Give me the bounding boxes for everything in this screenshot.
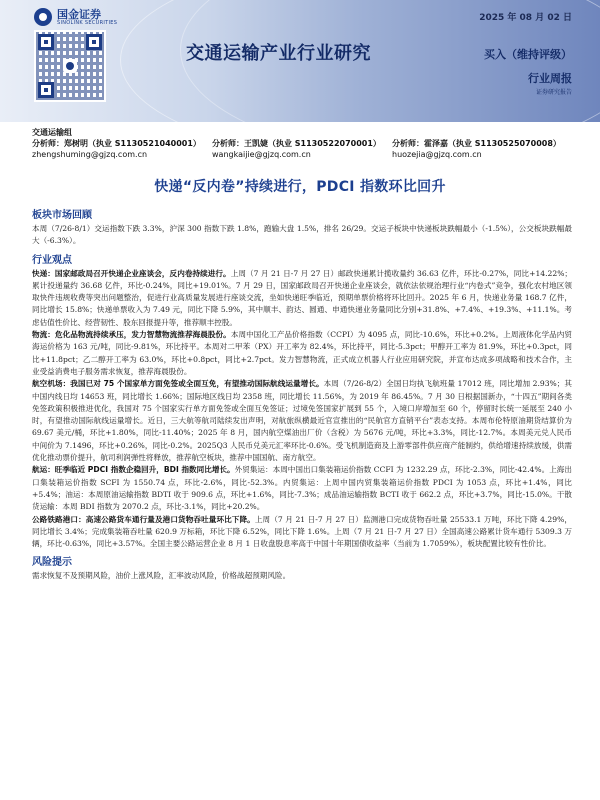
view-paragraph-aviation [32,378,572,464]
view-paragraph-express [32,268,572,329]
report-type: 行业周报 [528,72,572,85]
analyst-name: 分析师：霍泽嘉（执业 S1130525070008） [392,138,561,148]
section-title-risk: 风险提示 [32,557,72,569]
analyst-entry [32,139,212,161]
logo-text-cn: 国金证券 [57,7,101,21]
view-paragraph-logistics [32,329,572,378]
paragraph-lead: 航运：旺季临近 PDCI 指数企稳回升，BDI 指数同比增长。 [32,465,235,475]
analyst-email[interactable]: zhengshuming@gjzq.com.cn [32,149,148,159]
risk-text: 需求恢复不及预期风险，油价上涨风险，汇率波动风险，价格战超预期风险。 [32,571,291,581]
report-headline: 快递“反内卷”持续进行，PDCI 指数环比回升 [154,179,446,195]
rating-badge: 买入（维持评级） [484,48,572,61]
analyst-name: 分析师：郑树明（执业 S1130521040001） [32,138,201,148]
paragraph-text: 上周（7 月 21 日-7 月 27 日）邮政快递累计揽收量约 36.63 亿件，环比-0.27%，同比+14.22%；累计投递量约 36.68 亿件，环比-0.24%，同比+19.01%。7 月 29 日，国家邮政局召开快递企业座谈会，就依法依规治理行业“内卷式”竞争，强化农村地区领取快件违规收费等突出问题整治，促进行业高质量发展进行座谈交流，坐如快递旺季临近，预期单票价格将环比回升。2025 年 6 月，快递业务量 168.7 亿件，同比增长 15.8%；快递单票收入为 7.49 元，同比下降 5.9%，其中顺丰、韵达、圆通、申通快递业务量同比分别+31.8%、+7.4%、+19.3%、+11.1%。考虑估值性价比、经营韧性、股东回报提升等，推荐顺丰控股。 [32,268,573,327]
analyst-email[interactable]: huozejia@gjzq.com.cn [392,149,482,159]
paragraph-lead: 物流：危化品物流持续承压，发力智慧物流推荐海晨股份。 [32,330,231,340]
paragraph-lead: 航空机场：我国已对 75 个国家单方面免签或全面互免，有望推动国际航线运量增长。 [32,379,324,389]
qr-code-icon [34,30,106,102]
logo-text-en: SINOLINK SECURITIES [57,19,118,26]
analyst-name: 分析师：王凯婕（执业 S1130522070001） [212,138,381,148]
paragraph-lead: 公路铁路港口：高速公路货车通行量及港口货物吞吐量环比下降。 [32,514,255,524]
analyst-email[interactable]: wangkaijie@gjzq.com.cn [212,149,311,159]
company-logo [34,8,117,26]
section-title-market: 板块市场回顾 [32,210,92,221]
logo-icon [34,8,52,26]
paragraph-text: 本周中国化工产品价格指数（CCPI）为 4095 点，同比-10.6%，环比+0.2%。上周液体化学品内贸海运价格为 163 元/吨，同比-9.81%，环比持平。本周对二甲苯（PX）开工率为 82.4%，环比持平，同比-5.3pct；甲醇开工率为 81.9%，环比+0.3pct，同比+11.8pct；乙二醇开工率为 63.0%，环比+0.8pct，同比+2.7pct。发力智慧物流，正式成立机器人行业应用研究院，并宣布达成多项战略和技术合作，主业受益消费电子服务需求恢复，推荐海晨股份。 [32,330,572,376]
paragraph-text: 本周（7/26-8/2）全国日均执飞航班量 17012 班，同比增加 2.93%；其中国内线日均 14653 班，同比增长 1.66%；国际地区线日均 2358 班，同比增长 11.56%，为 2019 年 86.45%。7 月 30 日根据国新办，“十四五”期间各类免签政策积极推进优化，我国对 75 个国家实行单方面免签或全面互免签证；过境免签国家扩展到 55 个，入境口岸增加至 60 个，停留时长统一延展至 240 小时，有望推动国际航线运量增长。近日，三大航等航司陆续发出声明，对航旅纵横最近官宣推出的“民航官方直销平台”表态支持。本周布伦特原油期货结算价为 69.67 美元/桶，环比+1.80%，同比-11.40%；2025 年 8 月，国内航空煤油出厂价（含税）为 5676 元/吨，环比+3.3%，同比-12.7%。本周美元兑人民币中间价为 7.1496，环比+0.26%，同比-0.2%。2025Q3 人民币兑美元汇率环比-0.6%。受飞机制造商及上游零部件供应商产能制约，供给增速持续放缓，供需优化推动票价提升，航司利润弹性将释放，推荐航空板块，推荐中国国航、南方航空。 [32,379,572,463]
report-body [32,208,572,583]
analyst-entry [392,139,572,161]
view-paragraph-shipping [32,464,572,513]
analyst-info [32,128,572,160]
report-title: 交通运输产业行业研究 [186,43,371,64]
paragraph-lead: 快递：国家邮政局召开快递企业座谈会，反内卷持续进行。 [32,268,231,278]
view-paragraph-transport [32,514,572,551]
analyst-entry [212,139,392,161]
paragraph-text: 上周（7 月 21 日-7 月 27 日）监测港口完成货物吞吐量 25533.1 万吨，环比下降 4.29%，同比增长 3.4%；完成集装箱吞吐量 620.9 万标箱，环比下降 6.52%，同比下降 1.6%。上周（7 月 21 日-7 月 27 日）全国高速公路累计货车通行 5309.3 万辆，环比-0.63%，同比+3.57%。全国主要公路运营企业 8 月 1 日收盘股息率高于中国十年期国债收益率（当前为 1.7059%），板块配置比较有性价比。 [32,514,572,549]
paragraph-text: 外贸集运：本周中国出口集装箱运价指数 CCFI 为 1232.29 点，环比-2.3%，同比-42.4%。上海出口集装箱运价指数 SCFI 为 1550.74 点，环比-2.6%，同比-52.3%。内贸集运：上周中国内贸集装箱运价指数 PDCI 为 1053 点，环比+1.4%，同比+5.4%；油运：本周原油运输指数 BDTI 收于 909.6 点，环比+1.6%，同比-7.3%；成品油运输指数 BCTI 收于 662.2 点，环比+3.7%，同比-15.0%。干散货运输：本周 BDI 指数为 2070.2 点，环比-3.1%，同比+20.2%。 [32,465,572,512]
section-title-view: 行业观点 [32,254,72,266]
report-subtitle: 证券研究报告 [535,89,572,96]
market-review-text: 本周（7/26-8/1）交运指数下跌 3.3%，沪深 300 指数下跌 1.8%，跑输大盘 1.5%，排名 26/29。交运子板块中快递板块跌幅最小（-1.5%），公交板块跌幅最大（-6.3%）。 [32,224,572,246]
report-header [0,0,600,122]
report-date: 2025 年 08 月 02 日 [479,13,572,23]
analyst-group: 交通运输组 [32,128,72,137]
